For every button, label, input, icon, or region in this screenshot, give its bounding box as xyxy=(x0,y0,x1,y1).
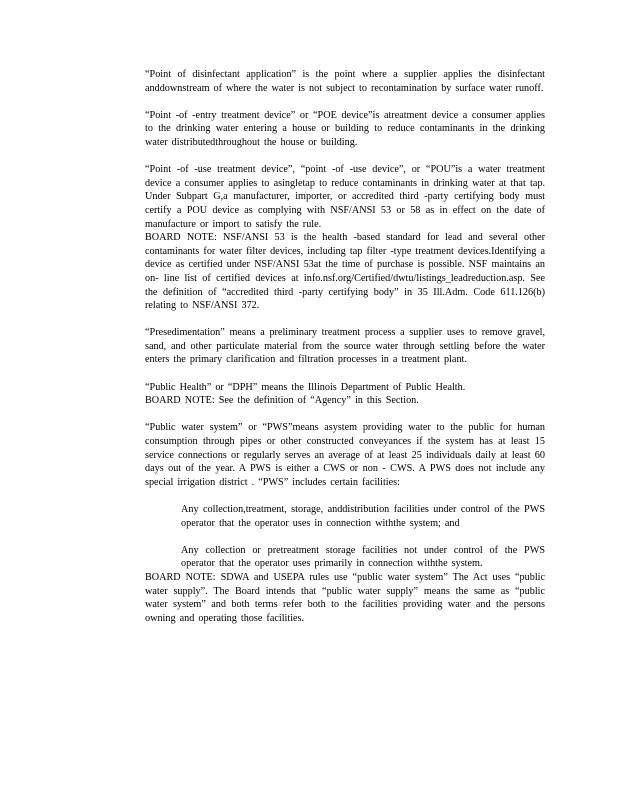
board-note-public-water-supply: BOARD NOTE: SDWA and USEPA rules use “public water system” The Act uses “public water supply”. The Board intends that “public water supply” means the same as “public water system” and both terms refer both to the facilities providing water and the persons owning and operating those facilities. xyxy=(145,571,545,624)
board-note-agency: BOARD NOTE: See the definition of “Agency” in this Section. xyxy=(145,395,419,407)
definition-point-of-entry-device: “Point -of -entry treatment device” or “POE device”is atreatment device a consumer applies to the drinking water entering a house or building to reduce contaminants in the drinking water distributedthroughout the house or building. xyxy=(145,109,545,148)
definition-presedimentation: “Presedimentation” means a preliminary treatment process a supplier uses to remove gravel, sand, and other particulate material from the source water through settling before the water enters the primary clarification and filtration processes in a treatment plant. xyxy=(145,327,545,366)
board-note-nsf-ansi: BOARD NOTE: NSF/ANSI 53 is the health -based standard for lead and several other contaminants for water filter devices, including tap filter -type treatment devices.Identifying a device as certified under NSF/ANSI 53at the time of purchase is possible. NSF maintains an on- line list of certified devices at info.nsf.org/Certified/dwtu/listings_leadreduction.asp. See the definition of “accredited third -party certifying body” in 35 Ill.Adm. Code 611.126(b) relating to NSF/ANSI 372. xyxy=(145,232,545,312)
document-body xyxy=(145,68,545,625)
definition-public-water-system: “Public water system” or “PWS”means asystem providing water to the public for human consumption through pipes or other constructed conveyances if the system has at least 15 service connections or regularly serves an average of at least 25 individuals daily at least 60 days out of the year. A PWS is either a CWS or non - CWS. A PWS does not include any special irrigation district . “PWS” includes certain facilities: xyxy=(145,422,545,488)
pws-subitem-collection-treatment: Any collection,treatment, storage, anddistribution facilities under control of the PWS operator that the operator uses in connection withthe system; and xyxy=(181,504,545,529)
definition-point-of-use-device: “Point -of -use treatment device”, “point -of -use device”, or “POU”is a water treatment device a consumer applies to asingletap to reduce contaminants in drinking water at that tap. Under Subpart G,a manufacturer, importer, or accredited third -party certifying body must certify a POU device as complying with NSF/ANSI 53 or 58 as in effect on the date of manufacture or import to satisfy the rule. xyxy=(145,164,545,230)
pws-subitem-pretreatment-storage: Any collection or pretreatment storage facilities not under control of the PWS operator that the operator uses primarily in connection withthe system. xyxy=(181,544,545,570)
definition-public-health: “Public Health” or “DPH” means the Illinois Department of Public Health. xyxy=(145,381,466,393)
definition-point-of-disinfectant-application: “Point of disinfectant application” is the point where a supplier applies the disinfectant anddownstream of where the water is not subject to recontamination by surface water runoff. xyxy=(145,69,545,94)
